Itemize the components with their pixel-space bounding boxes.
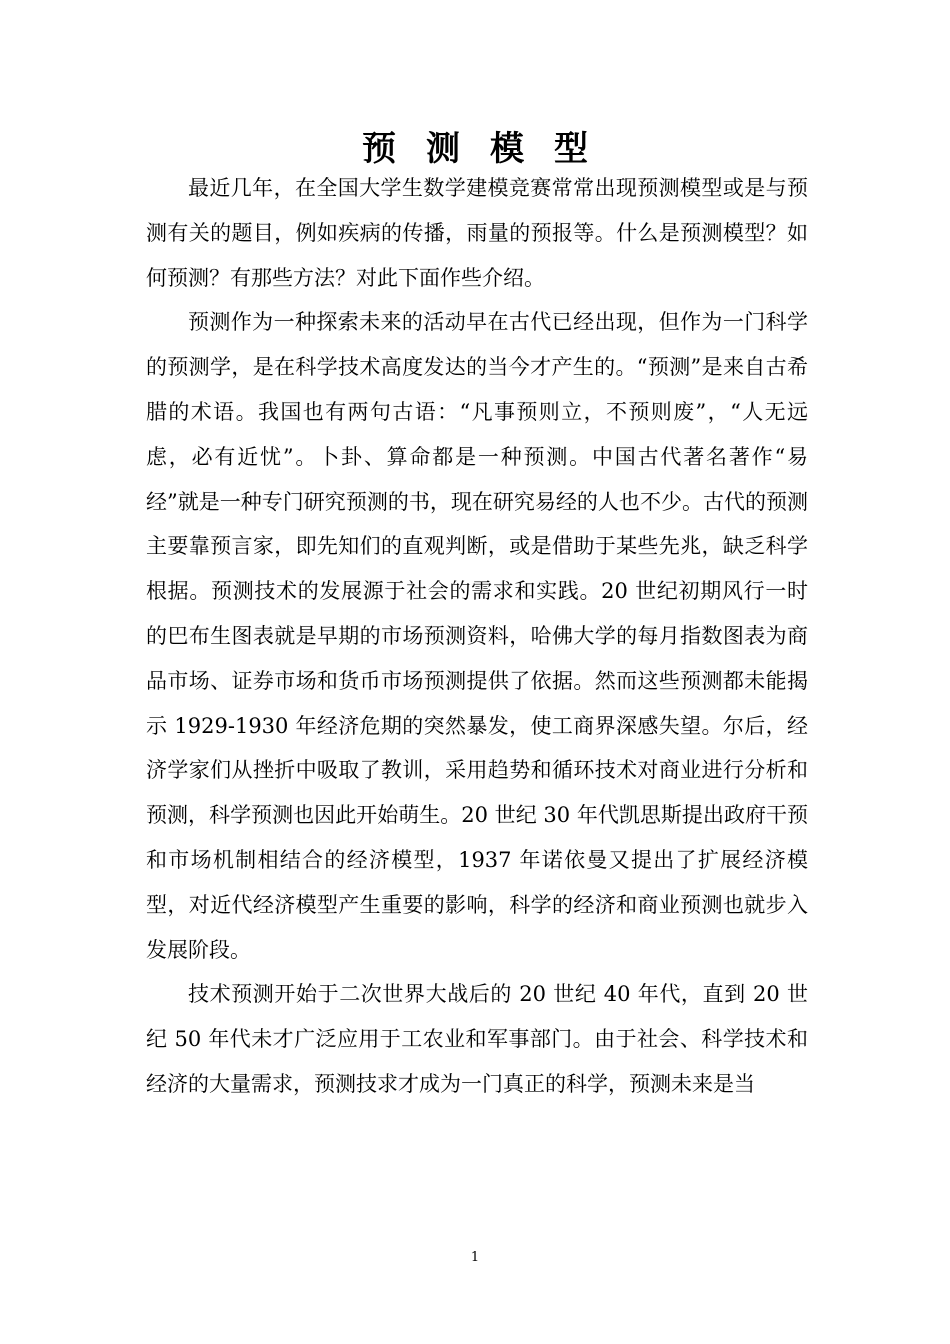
document-title: 预测模型 <box>362 128 618 169</box>
paragraph-history: 预测作为一种探索未来的活动早在古代已经出现，但作为一门科学的预测学，是在科学技术高度发达的当今才产生的。“预测”是来自古希腊的术语。我国也有两句古语：“凡事预则立，不预则废”，“人无远虑，必有近忧”。卜卦、算命都是一种预测。中国古代著名著作“易经”就是一种专门研究预测的书，现在研究易经的人也不少。古代的预测主要靠预言家，即先知们的直观判断，或是借助于某些先兆，缺乏科学根据。预测技术的发展源于社会的需求和实践。20 世纪初期风行一时的巴布生图表就是早期的市场预测资料，哈佛大学的每月指数图表为商品市场、证券市场和货币市场预测提供了依据。然而这些预测都未能揭示 1929-1930 年经济危期的突然暴发，使工商界深感失望。尔后，经济学家们从挫折中吸取了教训，采用趋势和循环技术对商业进行分析和预测，科学预测也因此开始萌生。20 世纪 30 年代凯思斯提出政府干预和市场机制相结合的经济模型，1937 年诺依曼又提出了扩展经济模型，对近代经济模型产生重要的影响，科学的经济和商业预测也就步入发展阶段。 <box>146 310 808 962</box>
paragraph-technology-forecasting: 技术预测开始于二次世界大战后的 20 世纪 40 年代，直到 20 世纪 50 年代未才广泛应用于工农业和军事部门。由于社会、科学技术和经济的大量需求，预测技求才成为一门真正的科学，预测未来是当 <box>146 982 808 1096</box>
paragraph-intro: 最近几年，在全国大学生数学建模竞赛常常出现预测模型或是与预测有关的题目，例如疾病的传播，雨量的预报等。什么是预测模型？如何预测？有那些方法？对此下面作些介绍。 <box>146 176 808 290</box>
document-body <box>146 166 808 1107</box>
page-number: 1 <box>470 1250 480 1265</box>
